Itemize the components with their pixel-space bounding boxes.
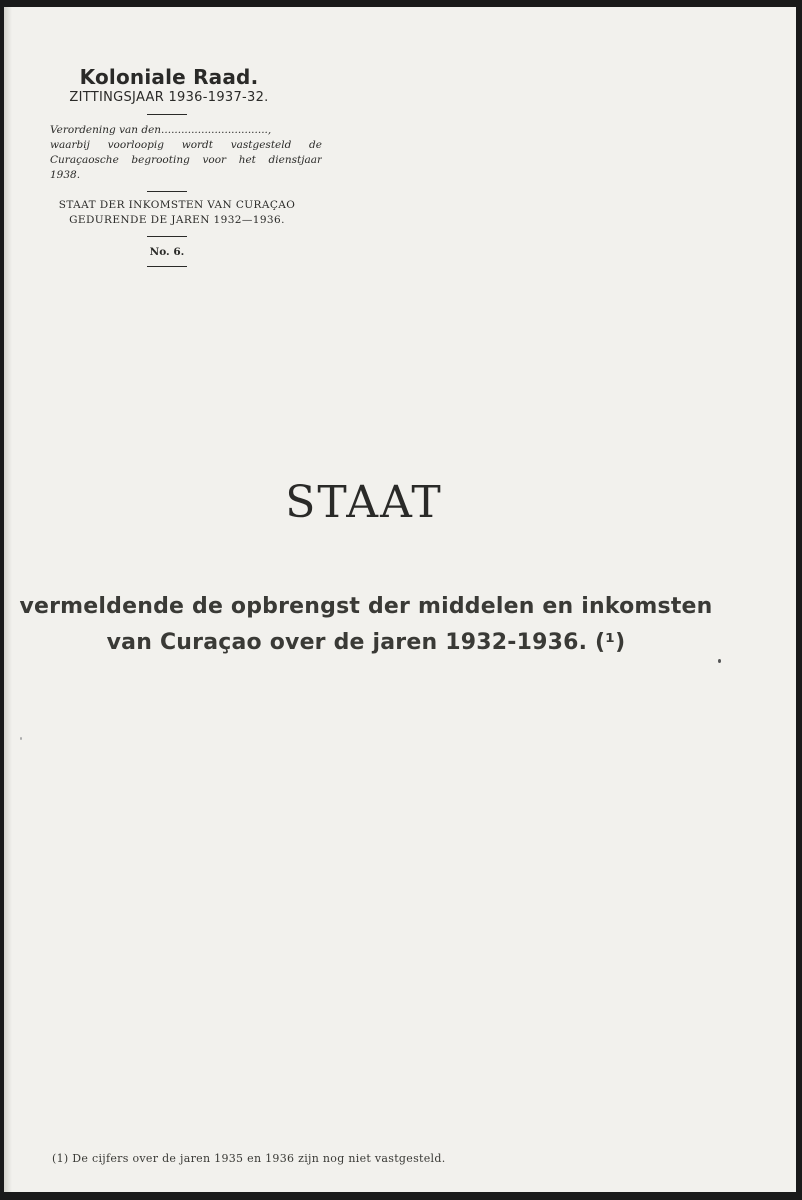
subtitle <box>4 589 728 661</box>
session-year: ZITTINGSJAAR 1936-1937-32. <box>69 90 269 105</box>
document-page <box>4 7 796 1192</box>
ordinance-line: Verordening van den................................, <box>50 124 272 136</box>
ordinance-line: Curaçaosche begrooting voor het dienstjaar <box>50 154 322 166</box>
document-number: No. 6. <box>149 246 185 258</box>
statement-line: STAAT DER INKOMSTEN VAN CURAÇAO <box>58 199 296 211</box>
divider-rule <box>147 266 187 267</box>
divider-rule <box>147 114 187 115</box>
ordinance-line: waarbij voorloopig wordt vastgesteld de <box>50 139 322 151</box>
divider-rule <box>147 236 187 237</box>
paper-speck <box>718 659 721 663</box>
ordinance-text <box>42 123 322 183</box>
divider-rule <box>147 191 187 192</box>
footnote: (1) De cijfers over de jaren 1935 en 1936 zijn nog niet vastgesteld. <box>52 1152 446 1165</box>
ordinance-line: 1938. <box>50 169 81 181</box>
subtitle-line: van Curaçao over de jaren 1932-1936. (¹) <box>106 630 626 655</box>
statement-line: GEDURENDE DE JAREN 1932—1936. <box>69 214 285 226</box>
subtitle-line: vermeldende de opbrengst der middelen en inkomsten <box>19 594 713 619</box>
header-block <box>42 65 332 267</box>
council-title: Koloniale Raad. <box>79 65 259 89</box>
paper-speck <box>20 737 22 740</box>
statement-heading <box>32 198 322 228</box>
main-title: STAAT <box>285 477 443 528</box>
